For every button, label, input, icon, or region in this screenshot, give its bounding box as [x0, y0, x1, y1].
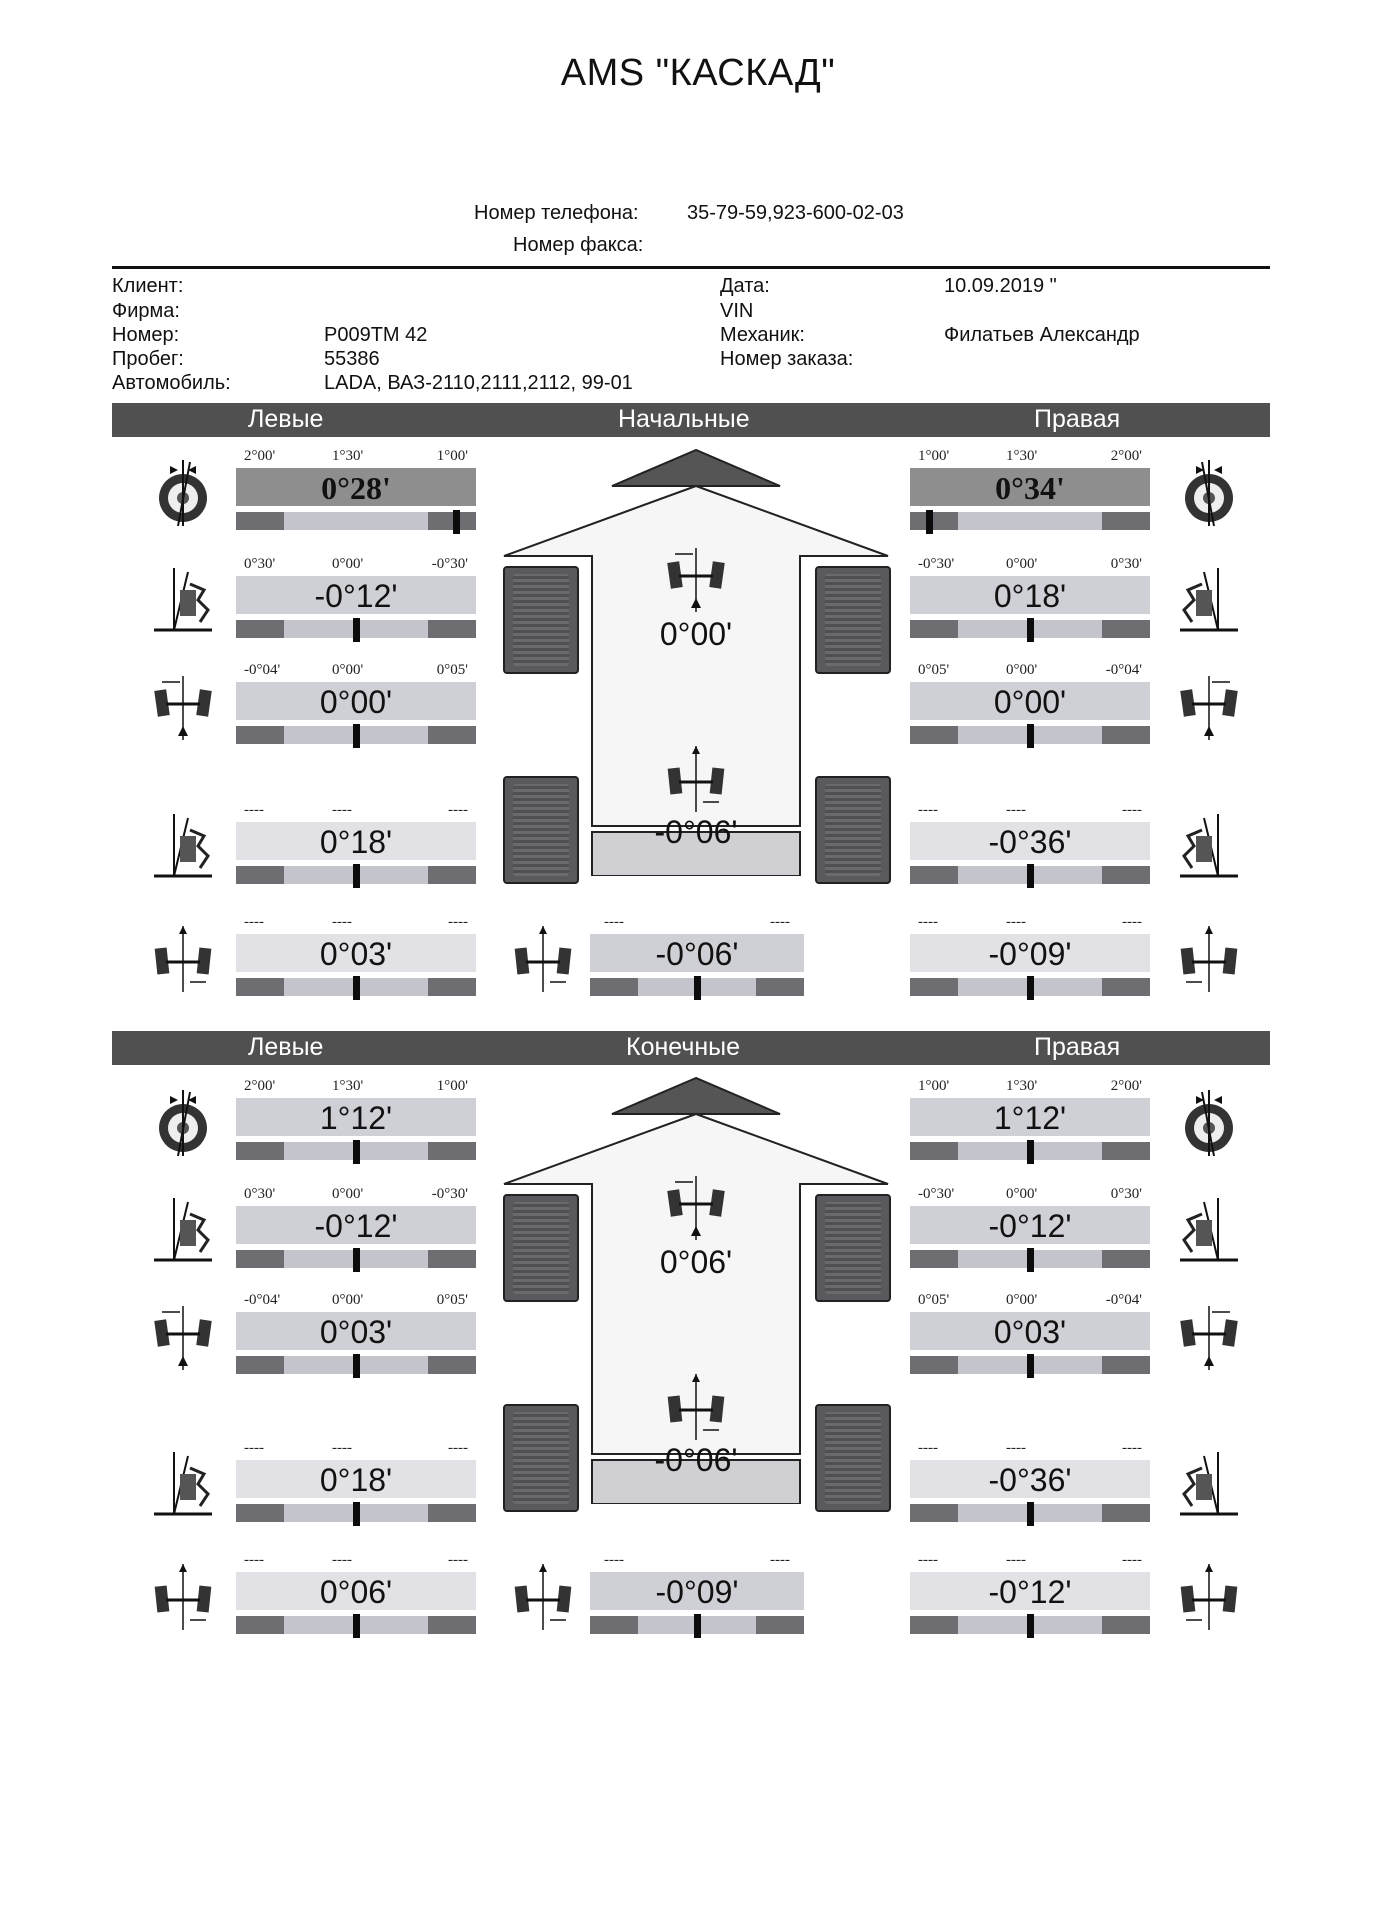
toe-icon: [150, 670, 216, 742]
initial-left-scale-2: [236, 726, 476, 744]
tick-label: ----: [918, 1552, 938, 1568]
scale-indicator: [353, 976, 360, 1000]
scale-range-high: [428, 726, 476, 744]
initial-left-value-1: -0°12': [236, 576, 476, 614]
final-left-scale-3: [236, 1504, 476, 1522]
scale-range-low: [910, 1616, 958, 1634]
final-right-ticks-2: [910, 1292, 1150, 1310]
mechanic-label: Механик:: [720, 324, 805, 346]
number-value: Р009ТМ 42: [324, 324, 428, 346]
tick-label: 0°05': [436, 1292, 468, 1308]
scale-indicator: [1027, 864, 1034, 888]
tick-label: -0°30': [918, 556, 955, 572]
final-right-ticks-0: [910, 1078, 1150, 1096]
scale-range-high: [428, 512, 476, 530]
initial-right-header: Правая: [1034, 405, 1121, 433]
scale-range-low: [910, 726, 958, 744]
toe-icon: [1176, 670, 1242, 742]
tick-label: ----: [770, 914, 790, 930]
scale-range-high: [428, 978, 476, 996]
final-left-value-4: 0°06': [236, 1572, 476, 1610]
final-left-scale-4: [236, 1616, 476, 1634]
scale-indicator: [353, 618, 360, 642]
initial-left-ticks-2: [236, 662, 476, 680]
tick-label: 0°30': [244, 1186, 276, 1202]
final-left-ticks-3: [236, 1440, 476, 1458]
date-value: 10.09.2019 ": [944, 275, 1057, 297]
tick-label: ----: [918, 802, 938, 818]
scale-range-low: [910, 1356, 958, 1374]
final-right-scale-0: [910, 1142, 1150, 1160]
scale-range-low: [236, 1142, 284, 1160]
firm-label: Фирма:: [112, 300, 180, 322]
wheel: [503, 566, 579, 674]
final-thrust-value: -0°09': [590, 1572, 804, 1610]
tick-label: ----: [244, 1552, 264, 1568]
thrust-angle-icon: [510, 922, 576, 994]
initial-right-scale-2: [910, 726, 1150, 744]
scale-indicator: [353, 1614, 360, 1638]
scale-indicator: [1027, 618, 1034, 642]
tick-label: 1°00': [436, 1078, 468, 1094]
phone-value: 35-79-59,923-600-02-03: [687, 202, 904, 224]
tick-label: 0°00': [1006, 1186, 1038, 1202]
scale-range-low: [236, 1356, 284, 1374]
scale-range-low: [910, 1142, 958, 1160]
final-right-value-1: -0°12': [910, 1206, 1150, 1244]
tick-label: ----: [770, 1552, 790, 1568]
final-section-header: [112, 1031, 1270, 1065]
initial-right-scale-3: [910, 866, 1150, 884]
scale-range-high: [1102, 620, 1150, 638]
scale-indicator: [926, 510, 933, 534]
final-left-value-2: 0°03': [236, 1312, 476, 1350]
tick-label: 1°00': [436, 448, 468, 464]
initial-left-scale-1: [236, 620, 476, 638]
scale-range-low: [910, 978, 958, 996]
caster-icon: [1176, 564, 1242, 636]
caster-icon: [1176, 1448, 1242, 1520]
scale-range-high: [1102, 726, 1150, 744]
final-right-value-2: 0°03': [910, 1312, 1150, 1350]
initial-thrust-value: -0°06': [590, 934, 804, 972]
final-right-value-0: 1°12': [910, 1098, 1150, 1136]
wheel: [815, 1404, 891, 1512]
tick-label: -0°04': [244, 1292, 281, 1308]
tick-label: ----: [244, 1440, 264, 1456]
tick-label: ----: [918, 1440, 938, 1456]
final-left-scale-0: [236, 1142, 476, 1160]
wheel: [815, 1194, 891, 1302]
final-rear-total-toe: -0°06': [654, 1442, 738, 1478]
tick-label: 0°05': [436, 662, 468, 678]
final-right-value-3: -0°36': [910, 1460, 1150, 1498]
initial-right-scale-0: [910, 512, 1150, 530]
scale-indicator: [1027, 1614, 1034, 1638]
mileage-value: 55386: [324, 348, 380, 370]
car-label: Автомобиль:: [112, 372, 231, 394]
wheel: [815, 776, 891, 884]
initial-right-ticks-1: [910, 556, 1150, 574]
scale-indicator: [453, 510, 460, 534]
wheel: [815, 566, 891, 674]
scale-range-high: [428, 1250, 476, 1268]
final-left-value-1: -0°12': [236, 1206, 476, 1244]
tick-label: ----: [1122, 1552, 1142, 1568]
final-right-scale-4: [910, 1616, 1150, 1634]
initial-left-value-4: 0°03': [236, 934, 476, 972]
tick-label: ----: [1006, 914, 1026, 930]
tick-label: ----: [1122, 914, 1142, 930]
scale-indicator: [694, 976, 701, 1000]
scale-range-high: [1102, 1356, 1150, 1374]
initial-right-value-2: 0°00': [910, 682, 1150, 720]
tick-label: 0°00': [332, 662, 364, 678]
fax-label: Номер факса:: [513, 234, 644, 256]
phone-label: Номер телефона:: [474, 202, 639, 224]
scale-range-high: [756, 1616, 804, 1634]
car-value: LADA, ВАЗ-2110,2111,2112, 99-01: [324, 372, 633, 394]
scale-indicator: [1027, 1502, 1034, 1526]
tick-label: 0°00': [1006, 662, 1038, 678]
tick-label: -0°30': [918, 1186, 955, 1202]
tick-label: ----: [244, 802, 264, 818]
tick-label: ----: [448, 1440, 468, 1456]
tick-label: 1°30': [1006, 448, 1038, 464]
initial-left-ticks-4: [236, 914, 476, 932]
tick-label: ----: [1006, 1552, 1026, 1568]
tick-label: ----: [1006, 802, 1026, 818]
initial-section-header: [112, 403, 1270, 437]
scale-range-low: [236, 512, 284, 530]
tick-label: -0°04': [1105, 662, 1142, 678]
final-right-ticks-4: [910, 1552, 1150, 1570]
tick-label: ----: [1006, 1440, 1026, 1456]
number-label: Номер:: [112, 324, 180, 346]
tick-label: -0°04': [244, 662, 281, 678]
wheel: [503, 776, 579, 884]
tick-label: 2°00': [1110, 1078, 1142, 1094]
mechanic-value: Филатьев Александр: [944, 324, 1140, 346]
initial-left-scale-4: [236, 978, 476, 996]
thrust-angle-icon: [510, 1560, 576, 1632]
caster-icon: [150, 810, 216, 882]
scale-range-high: [1102, 1504, 1150, 1522]
initial-right-ticks-0: [910, 448, 1150, 466]
tick-label: ----: [604, 914, 624, 930]
caster-icon: [1176, 1194, 1242, 1266]
tick-label: ----: [1122, 1440, 1142, 1456]
toe-rear-icon: [1176, 922, 1242, 994]
scale-indicator: [1027, 976, 1034, 1000]
final-left-ticks-0: [236, 1078, 476, 1096]
toe-rear-icon: [1176, 1560, 1242, 1632]
report-title: AMS "КАСКАД": [560, 52, 836, 94]
tick-label: 0°30': [244, 556, 276, 572]
scale-range-high: [1102, 978, 1150, 996]
initial-right-ticks-4: [910, 914, 1150, 932]
initial-left-header: Левые: [248, 405, 324, 433]
tick-label: ----: [918, 914, 938, 930]
scale-indicator: [1027, 724, 1034, 748]
scale-range-high: [428, 1616, 476, 1634]
scale-range-low: [910, 620, 958, 638]
tick-label: 0°00': [1006, 556, 1038, 572]
wheel: [503, 1404, 579, 1512]
initial-thrust-ticks: [590, 914, 804, 932]
scale-range-high: [428, 866, 476, 884]
client-label: Клиент:: [112, 275, 184, 297]
initial-rear-total-toe: -0°06': [654, 814, 738, 850]
tick-label: 1°30': [332, 1078, 364, 1094]
tick-label: 1°30': [1006, 1078, 1038, 1094]
caster-icon: [1176, 810, 1242, 882]
final-left-value-0: 1°12': [236, 1098, 476, 1136]
tick-label: ----: [448, 1552, 468, 1568]
initial-thrust-scale: [590, 978, 804, 996]
caster-icon: [150, 1194, 216, 1266]
scale-range-low: [236, 726, 284, 744]
camber-icon: [1176, 456, 1242, 528]
initial-left-value-0: 0°28': [236, 468, 476, 506]
rear-axle-icon: [663, 1370, 729, 1442]
initial-left-value-3: 0°18': [236, 822, 476, 860]
tick-label: 1°30': [332, 448, 364, 464]
final-left-scale-2: [236, 1356, 476, 1374]
scale-range-high: [428, 620, 476, 638]
scale-range-low: [910, 1250, 958, 1268]
initial-front-total-toe: 0°00': [659, 616, 733, 652]
tick-label: -0°30': [431, 556, 468, 572]
scale-range-high: [428, 1142, 476, 1160]
tick-label: -0°30': [431, 1186, 468, 1202]
final-left-ticks-2: [236, 1292, 476, 1310]
final-right-scale-1: [910, 1250, 1150, 1268]
scale-range-low: [236, 1250, 284, 1268]
scale-indicator: [1027, 1354, 1034, 1378]
scale-range-high: [1102, 1250, 1150, 1268]
front-axle-icon: [663, 542, 729, 614]
initial-right-value-1: 0°18': [910, 576, 1150, 614]
toe-rear-icon: [150, 922, 216, 994]
scale-range-low: [236, 1616, 284, 1634]
tick-label: 0°00': [332, 556, 364, 572]
tick-label: 0°00': [332, 1292, 364, 1308]
tick-label: ----: [448, 914, 468, 930]
camber-icon: [1176, 1086, 1242, 1158]
scale-range-low: [236, 620, 284, 638]
tick-label: 0°05': [918, 1292, 950, 1308]
scale-range-low: [590, 1616, 638, 1634]
scale-range-high: [428, 1356, 476, 1374]
final-left-ticks-1: [236, 1186, 476, 1204]
scale-indicator: [1027, 1248, 1034, 1272]
initial-right-ticks-3: [910, 802, 1150, 820]
initial-left-ticks-1: [236, 556, 476, 574]
final-left-scale-1: [236, 1250, 476, 1268]
front-axle-icon: [663, 1170, 729, 1242]
final-front-total-toe: 0°06': [659, 1244, 733, 1280]
toe-icon: [1176, 1300, 1242, 1372]
initial-right-ticks-2: [910, 662, 1150, 680]
scale-range-low: [910, 866, 958, 884]
rear-axle-icon: [663, 742, 729, 814]
tick-label: 2°00': [244, 448, 276, 464]
order-label: Номер заказа:: [720, 348, 854, 370]
wheel: [503, 1194, 579, 1302]
tick-label: 0°30': [1110, 1186, 1142, 1202]
header-divider: [112, 266, 1270, 269]
scale-indicator: [694, 1614, 701, 1638]
initial-right-value-3: -0°36': [910, 822, 1150, 860]
final-thrust-scale: [590, 1616, 804, 1634]
initial-right-scale-1: [910, 620, 1150, 638]
scale-indicator: [353, 1248, 360, 1272]
final-left-value-3: 0°18': [236, 1460, 476, 1498]
initial-right-value-0: 0°34': [910, 468, 1150, 506]
scale-indicator: [353, 1140, 360, 1164]
camber-icon: [150, 1086, 216, 1158]
scale-range-high: [1102, 866, 1150, 884]
final-right-ticks-3: [910, 1440, 1150, 1458]
scale-range-high: [1102, 1616, 1150, 1634]
toe-rear-icon: [150, 1560, 216, 1632]
tick-label: ----: [332, 1440, 352, 1456]
tick-label: ----: [332, 1552, 352, 1568]
tick-label: 1°00': [918, 1078, 950, 1094]
final-right-ticks-1: [910, 1186, 1150, 1204]
initial-left-ticks-0: [236, 448, 476, 466]
final-right-scale-2: [910, 1356, 1150, 1374]
tick-label: -0°04': [1105, 1292, 1142, 1308]
final-right-scale-3: [910, 1504, 1150, 1522]
tick-label: 1°00': [918, 448, 950, 464]
scale-indicator: [353, 724, 360, 748]
camber-icon: [150, 456, 216, 528]
tick-label: ----: [604, 1552, 624, 1568]
tick-label: ----: [332, 914, 352, 930]
initial-center-header: Начальные: [618, 405, 750, 433]
final-right-value-4: -0°12': [910, 1572, 1150, 1610]
final-thrust-ticks: [590, 1552, 804, 1570]
scale-indicator: [353, 1502, 360, 1526]
tick-label: ----: [448, 802, 468, 818]
initial-left-value-2: 0°00': [236, 682, 476, 720]
scale-range-high: [1102, 512, 1150, 530]
vin-label: VIN: [720, 300, 754, 322]
scale-range-high: [756, 978, 804, 996]
scale-indicator: [1027, 1140, 1034, 1164]
tick-label: 2°00': [244, 1078, 276, 1094]
final-left-ticks-4: [236, 1552, 476, 1570]
tick-label: 2°00': [1110, 448, 1142, 464]
final-center-header: Конечные: [626, 1033, 741, 1061]
scale-indicator: [353, 1354, 360, 1378]
scale-range-low: [236, 1504, 284, 1522]
mileage-label: Пробег:: [112, 348, 184, 370]
scale-range-low: [910, 512, 958, 530]
final-left-header: Левые: [248, 1033, 324, 1061]
scale-range-low: [236, 866, 284, 884]
tick-label: 0°00': [1006, 1292, 1038, 1308]
date-label: Дата:: [720, 275, 770, 297]
scale-range-low: [236, 978, 284, 996]
tick-label: 0°30': [1110, 556, 1142, 572]
scale-indicator: [353, 864, 360, 888]
toe-icon: [150, 1300, 216, 1372]
initial-left-scale-3: [236, 866, 476, 884]
tick-label: ----: [244, 914, 264, 930]
tick-label: ----: [1122, 802, 1142, 818]
scale-range-high: [428, 1504, 476, 1522]
initial-right-value-4: -0°09': [910, 934, 1150, 972]
tick-label: ----: [332, 802, 352, 818]
scale-range-high: [1102, 1142, 1150, 1160]
initial-left-ticks-3: [236, 802, 476, 820]
caster-icon: [150, 1448, 216, 1520]
tick-label: 0°05': [918, 662, 950, 678]
initial-right-scale-4: [910, 978, 1150, 996]
tick-label: 0°00': [332, 1186, 364, 1202]
initial-left-scale-0: [236, 512, 476, 530]
scale-range-low: [910, 1504, 958, 1522]
final-right-header: Правая: [1034, 1033, 1121, 1061]
scale-range-low: [590, 978, 638, 996]
caster-icon: [150, 564, 216, 636]
